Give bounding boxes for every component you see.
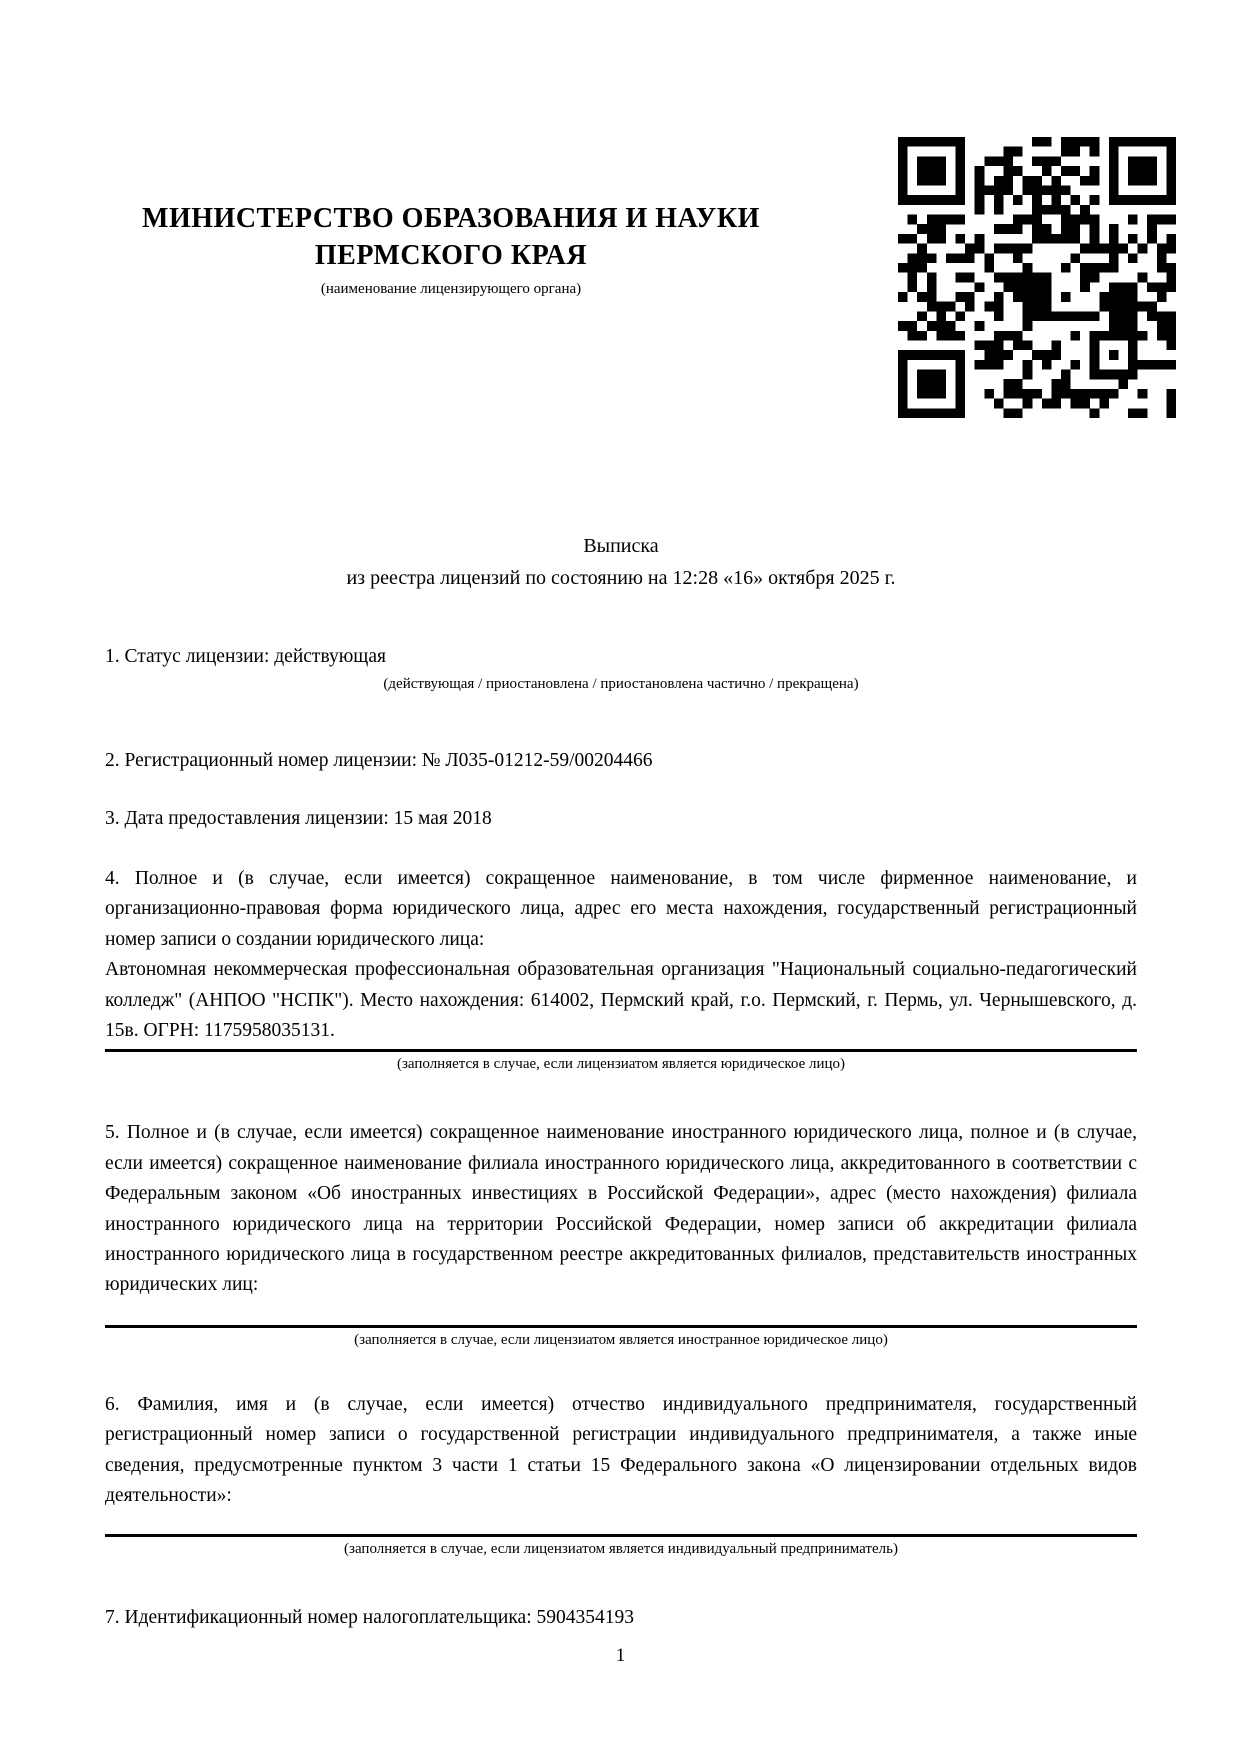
separator-rule-legal-entity bbox=[105, 1049, 1137, 1052]
legal-entity-value: Автономная некоммерческая профессиональная образовательная организация "Национальный социально-педагогический колледж" (АНПОО "НСПК"). Место нахождения: 614002, Пермский край, г.о. Пермский, г. Пермь, ул. Чернышевского, д. 15в. ОГРН: 1175958035131. bbox=[105, 959, 1137, 1042]
document-title bbox=[105, 530, 1137, 594]
item-taxpayer-number: 7. Идентификационный номер налогоплательщика: 5904354193 bbox=[105, 1606, 634, 1628]
item-individual-entrepreneur-label: 6. Фамилия, имя и (в случае, если имеется) отчество индивидуального предпринимателя, государственный регистрационный номер записи о государственной регистрации индивидуального предпринимателя, а также иные сведения, предусмотренные пунктом 3 части 1 статьи 15 Федерального закона «О лицензировании отдельных видов деятельности»: bbox=[105, 1393, 1137, 1507]
page-number: 1 bbox=[615, 1645, 626, 1666]
license-status-options-hint: (действующая / приостановлена / приостановлена частично / прекращена) bbox=[383, 676, 859, 692]
item-registration-number: 2. Регистрационный номер лицензии: № Л035-01212-59/00204466 bbox=[105, 750, 653, 771]
legal-entity-fill-hint: (заполняется в случае, если лицензиатом является юридическое лицо) bbox=[396, 1056, 846, 1073]
separator-rule-foreign-entity bbox=[105, 1325, 1137, 1328]
individual-entrepreneur-fill-hint: (заполняется в случае, если лицензиатом является индивидуальный предприниматель) bbox=[344, 1540, 898, 1557]
document-title-line1: Выписка bbox=[583, 535, 659, 557]
qr-code-icon bbox=[898, 137, 1176, 418]
document-title-line2: из реестра лицензий по состоянию на 12:28 «16» октября 2025 г. bbox=[346, 567, 896, 589]
item-license-status: 1. Статус лицензии: действующая bbox=[105, 646, 386, 667]
ministry-header bbox=[105, 200, 797, 298]
document-body bbox=[105, 530, 1137, 1633]
ministry-title-line2: ПЕРМСКОГО КРАЯ bbox=[314, 240, 588, 271]
separator-rule-individual-entrepreneur bbox=[105, 1534, 1137, 1537]
ministry-title-line1: МИНИСТЕРСТВО ОБРАЗОВАНИЯ И НАУКИ bbox=[142, 203, 760, 234]
licensing-authority-caption: (наименование лицензирующего органа) bbox=[320, 281, 582, 297]
item-grant-date: 3. Дата предоставления лицензии: 15 мая 2018 bbox=[105, 808, 492, 829]
foreign-entity-fill-hint: (заполняется в случае, если лицензиатом является иностранное юридическое лицо) bbox=[354, 1331, 888, 1348]
item-legal-entity-label: 4. Полное и (в случае, если имеется) сокращенное наименование, в том числе фирменное наименование, и организационно-правовая форма юридического лица, адрес его места нахождения, государственный регистрационный номер записи о создании юридического лица: bbox=[105, 868, 1137, 950]
item-foreign-entity-label: 5. Полное и (в случае, если имеется) сокращенное наименование иностранного юридического лица, полное и (в случае, если имеется) сокращенное наименование филиала иностранного юридического лица, аккредитованного в соответствии с Федеральным законом «Об иностранных инвестициях в Российской Федерации», адрес (место нахождения) филиала иностранного юридического лица на территории Российской Федерации, номер записи об аккредитации филиала иностранного юридического лица в государственном реестре аккредитованных филиалов, представительств иностранных юридических лиц: bbox=[105, 1122, 1137, 1296]
